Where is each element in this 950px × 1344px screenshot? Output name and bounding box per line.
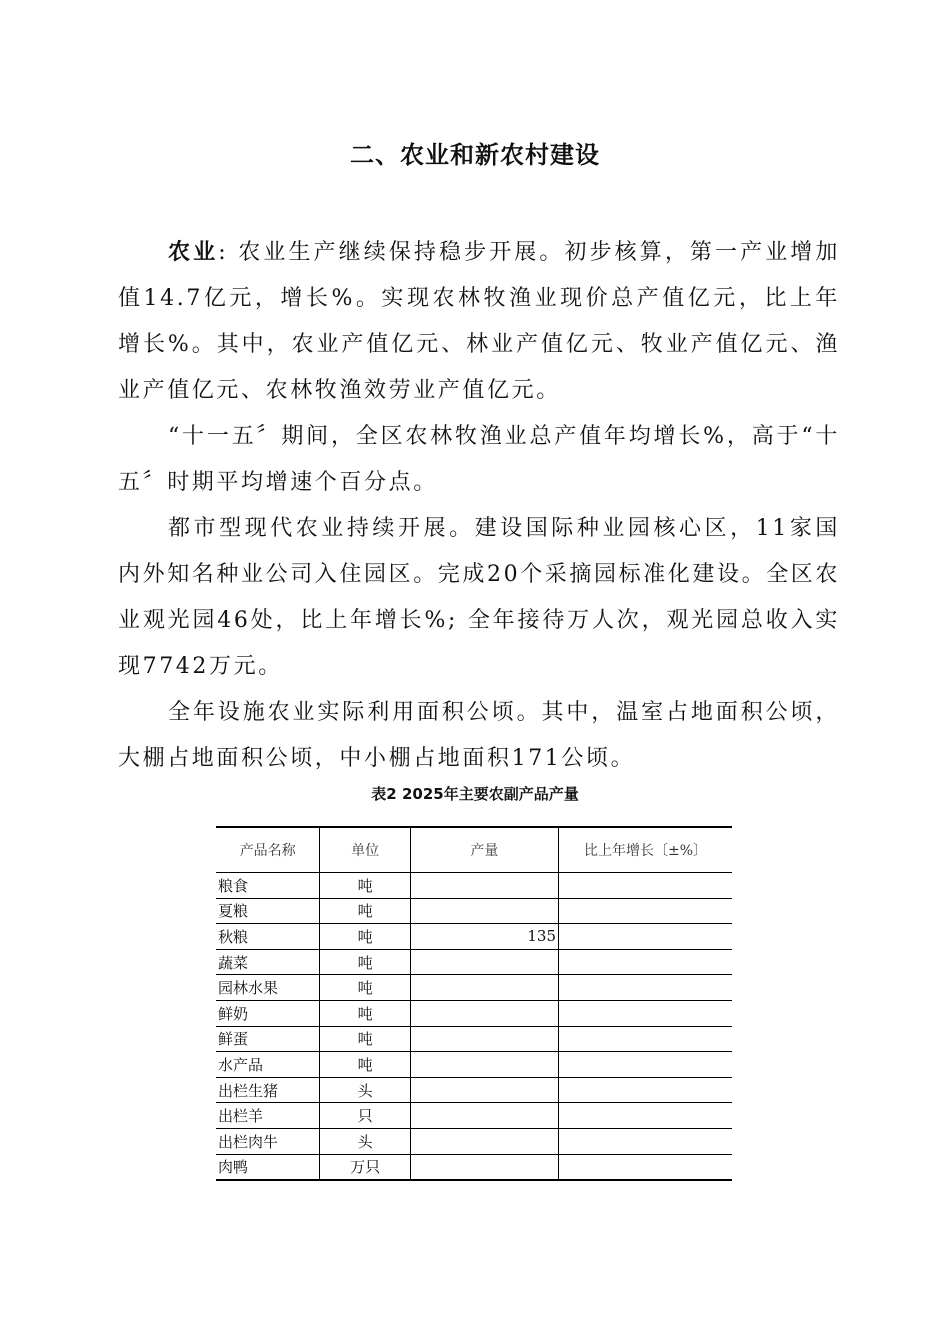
row-unit: 吨: [320, 975, 410, 1001]
row-name: 出栏生猪: [216, 1077, 320, 1103]
row-name: 园林水果: [216, 975, 320, 1001]
section-title: 二、农业和新农村建设: [350, 141, 600, 169]
row-unit: 吨: [320, 1052, 410, 1078]
row-name: 秋粮: [216, 924, 320, 950]
paragraph-body: : 农业生产继续保持稳步开展。初步核算，第一产业增加值14.7亿元，增长%。实现农林牧渔业现价总产值亿元，比上年增长%。其中，农业产值亿元、林业产值亿元、牧业产值亿元、渔业产值亿元、农林牧渔效劳业产值亿元。: [118, 240, 840, 403]
table-row: [216, 924, 732, 950]
row-name: 出栏羊: [216, 1103, 320, 1129]
row-name: 粮食: [216, 873, 320, 899]
row-unit: 万只: [320, 1154, 410, 1180]
table-row: [216, 1154, 732, 1180]
row-quantity: [410, 975, 558, 1001]
row-growth: [559, 1154, 732, 1180]
table-row: [216, 1077, 732, 1103]
paragraph-agriculture: [118, 230, 840, 414]
header-quantity: 产量: [410, 827, 558, 873]
table-row: [216, 975, 732, 1001]
row-quantity: [410, 949, 558, 975]
row-name: 水产品: [216, 1052, 320, 1078]
header-name: 产品名称: [216, 827, 320, 873]
row-unit: 吨: [320, 924, 410, 950]
row-unit: 头: [320, 1128, 410, 1154]
paragraph-facility-agriculture: 全年设施农业实际利用面积公顷。其中，温室占地面积公顷，大棚占地面积公顷，中小棚占地面积171公顷。: [118, 700, 840, 771]
row-quantity: [410, 1154, 558, 1180]
row-growth: [559, 1128, 732, 1154]
row-unit: 吨: [320, 1000, 410, 1026]
row-growth: [559, 924, 732, 950]
row-growth: [559, 898, 732, 924]
row-growth: [559, 1103, 732, 1129]
row-unit: 头: [320, 1077, 410, 1103]
table-row: [216, 1000, 732, 1026]
row-quantity: [410, 1077, 558, 1103]
row-growth: [559, 975, 732, 1001]
row-unit: 吨: [320, 898, 410, 924]
row-quantity: 135: [410, 924, 558, 950]
table-row: [216, 1026, 732, 1052]
table-row: [216, 1052, 732, 1078]
row-name: 肉鸭: [216, 1154, 320, 1180]
row-name: 出栏肉牛: [216, 1128, 320, 1154]
table-header-row: [216, 827, 732, 873]
row-unit: 吨: [320, 949, 410, 975]
table-row: [216, 949, 732, 975]
table-row: [216, 898, 732, 924]
row-growth: [559, 1026, 732, 1052]
row-growth: [559, 1077, 732, 1103]
row-name: 蔬菜: [216, 949, 320, 975]
paragraph-five-year-plan: “十一五〞期间，全区农林牧渔业总产值年均增长%，高于“十五〞时期平均增速个百分点。: [118, 424, 840, 495]
row-quantity: [410, 1052, 558, 1078]
paragraph-lead: 农业: [168, 240, 219, 265]
products-table: [216, 826, 732, 1181]
paragraph-urban-agriculture: 都市型现代农业持续开展。建设国际种业园核心区，11家国内外知名种业公司入住园区。完成20个采摘园标准化建设。全区农业观光园46处，比上年增长%; 全年接待万人次，观光园总收入实现7742万元。: [118, 516, 840, 679]
row-growth: [559, 1000, 732, 1026]
row-name: 夏粮: [216, 898, 320, 924]
header-unit: 单位: [320, 827, 410, 873]
row-quantity: [410, 873, 558, 899]
row-unit: 吨: [320, 873, 410, 899]
row-name: 鲜蛋: [216, 1026, 320, 1052]
row-growth: [559, 873, 732, 899]
table-caption: 表2 2025年主要农副产品产量: [371, 785, 579, 803]
row-quantity: [410, 898, 558, 924]
header-growth: 比上年增长〔±%〕: [559, 827, 732, 873]
row-quantity: [410, 1103, 558, 1129]
body-text: [118, 230, 840, 782]
table-row: [216, 1103, 732, 1129]
row-quantity: [410, 1000, 558, 1026]
table-row: [216, 1128, 732, 1154]
table-row: [216, 873, 732, 899]
row-quantity: [410, 1128, 558, 1154]
row-growth: [559, 949, 732, 975]
row-name: 鲜奶: [216, 1000, 320, 1026]
row-growth: [559, 1052, 732, 1078]
row-unit: 只: [320, 1103, 410, 1129]
row-quantity: [410, 1026, 558, 1052]
row-unit: 吨: [320, 1026, 410, 1052]
